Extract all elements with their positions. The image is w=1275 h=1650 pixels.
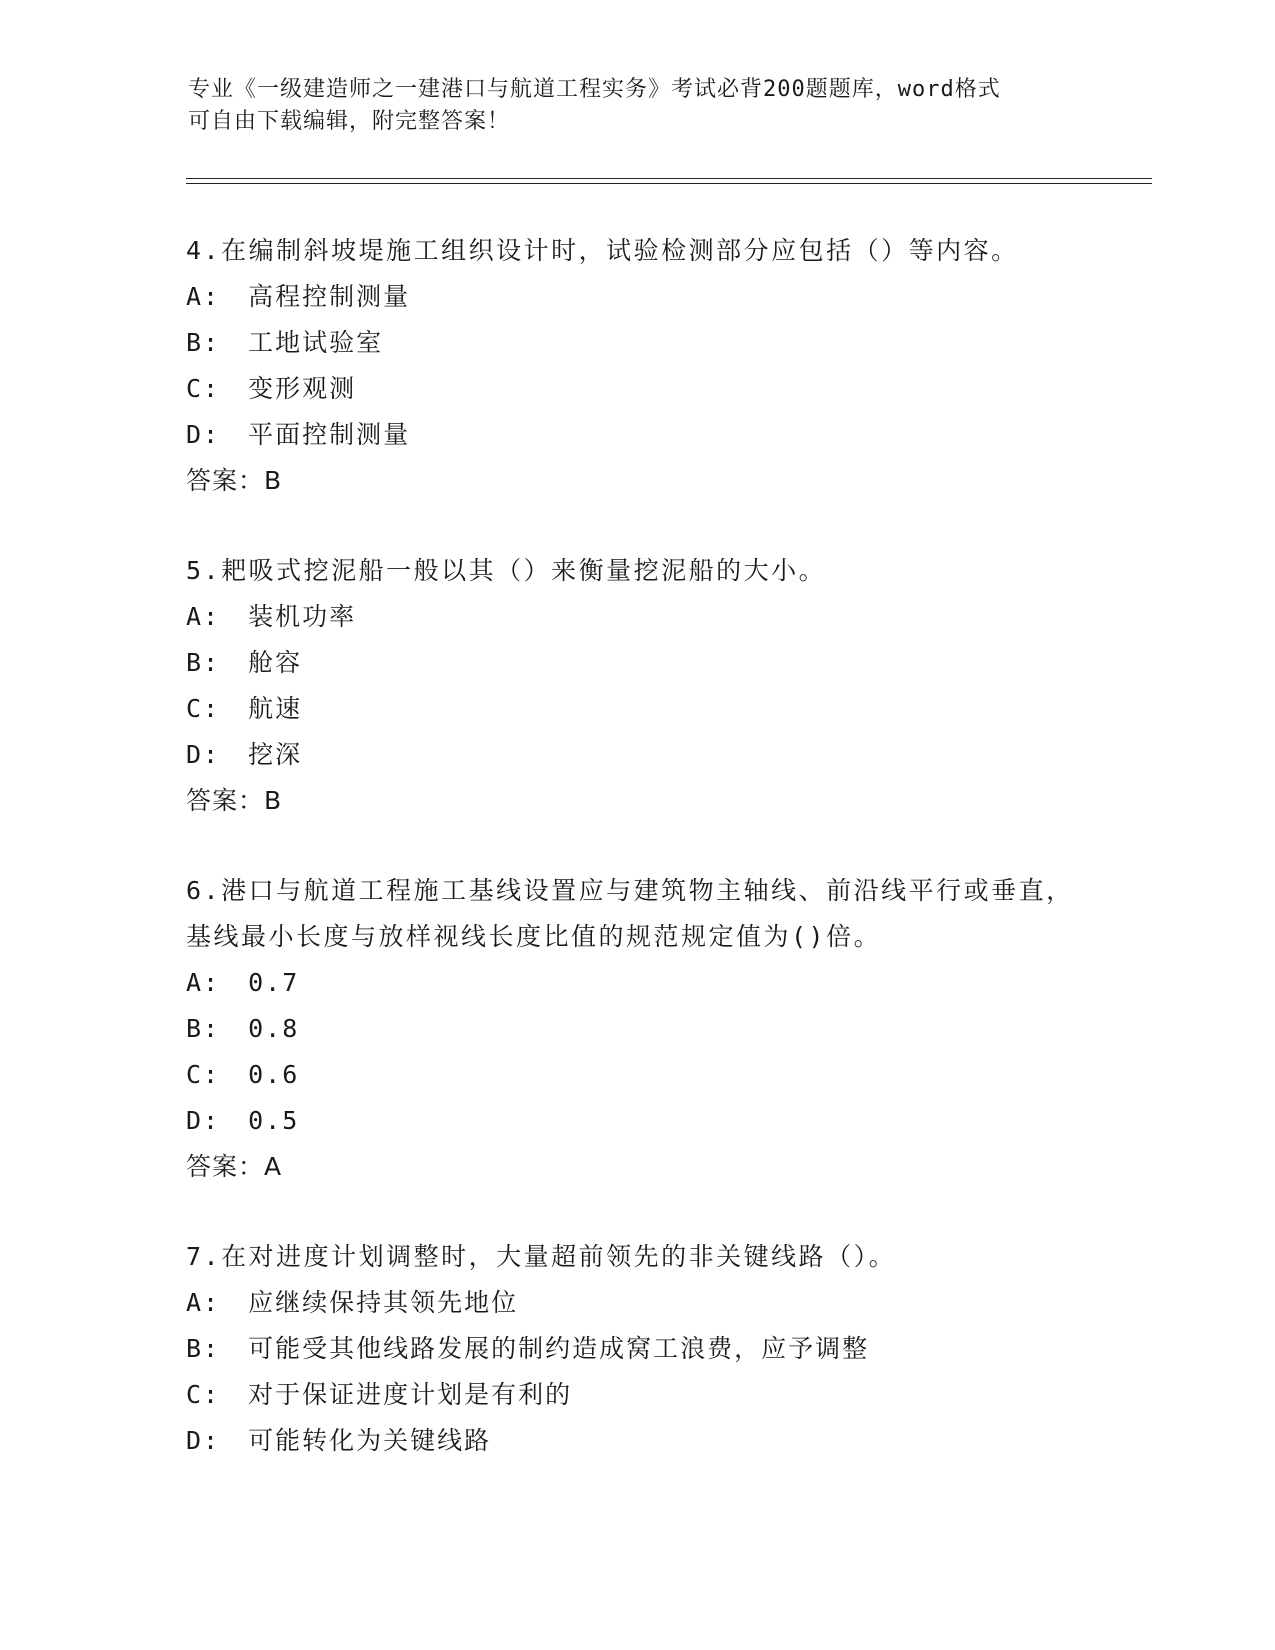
option-letter: B: [186,328,221,357]
option-letter: C: [186,1060,221,1089]
option-text: 平面控制测量 [248,420,411,449]
option-text: 挖深 [248,740,303,769]
question-7 [186,1234,1086,1464]
header-line-2: 可自由下载编辑，附完整答案！ [188,109,511,134]
answer-line: 答案：A [186,1152,283,1181]
option-letter: D: [186,740,221,769]
option-c [186,686,1086,732]
option-text: 应继续保持其领先地位 [248,1288,519,1317]
option-c [186,1372,1086,1418]
question-stem: 7.在对进度计划调整时，大量超前领先的非关键线路（）。 [186,1242,897,1271]
option-text: 可能转化为关键线路 [248,1426,492,1455]
question-stem: 5.耙吸式挖泥船一般以其（）来衡量挖泥船的大小。 [186,556,827,585]
option-text: 可能受其他线路发展的制约造成窝工浪费，应予调整 [248,1334,870,1363]
option-b [186,320,1086,366]
option-d [186,412,1086,458]
option-letter: D: [186,1426,221,1455]
option-text: 高程控制测量 [248,282,411,311]
option-letter: A: [186,602,221,631]
answer-line: 答案：B [186,466,283,495]
option-text: 变形观测 [248,374,357,403]
option-d [186,1418,1086,1464]
option-letter: B: [186,1334,221,1363]
option-d [186,1098,1086,1144]
question-6 [186,868,1086,1190]
option-letter: C: [186,374,221,403]
option-c [186,366,1086,412]
option-text: 舱容 [248,648,303,677]
header-divider-top [186,178,1152,179]
question-list [186,228,1086,1508]
option-text: 0.8 [248,1014,300,1043]
question-stem: 6.港口与航道工程施工基线设置应与建筑物主轴线、前沿线平行或垂直，基线最小长度与放样视线长度比值的规范规定值为()倍。 [186,876,1074,951]
option-a [186,960,1086,1006]
header-divider-bottom [186,183,1152,184]
option-letter: A: [186,968,221,997]
option-letter: B: [186,648,221,677]
option-text: 0.6 [248,1060,300,1089]
option-letter: A: [186,1288,221,1317]
question-5 [186,548,1086,824]
option-d [186,732,1086,778]
option-b [186,1326,1086,1372]
answer-line: 答案：B [186,786,283,815]
option-letter: C: [186,694,221,723]
option-text: 航速 [248,694,303,723]
option-letter: D: [186,420,221,449]
option-a [186,1280,1086,1326]
option-c [186,1052,1086,1098]
option-b [186,640,1086,686]
option-text: 装机功率 [248,602,357,631]
option-letter: D: [186,1106,221,1135]
header-line-1: 专业《一级建造师之一建港口与航道工程实务》考试必背200题题库，word格式 [188,77,1001,102]
question-4 [186,228,1086,504]
option-letter: A: [186,282,221,311]
question-stem: 4.在编制斜坡堤施工组织设计时，试验检测部分应包括（）等内容。 [186,236,1019,265]
option-text: 工地试验室 [248,328,384,357]
option-text: 0.5 [248,1106,300,1135]
option-letter: C: [186,1380,221,1409]
option-b [186,1006,1086,1052]
option-text: 0.7 [248,968,300,997]
option-a [186,274,1086,320]
option-text: 对于保证进度计划是有利的 [248,1380,573,1409]
document-header [188,74,1068,138]
option-a [186,594,1086,640]
option-letter: B: [186,1014,221,1043]
